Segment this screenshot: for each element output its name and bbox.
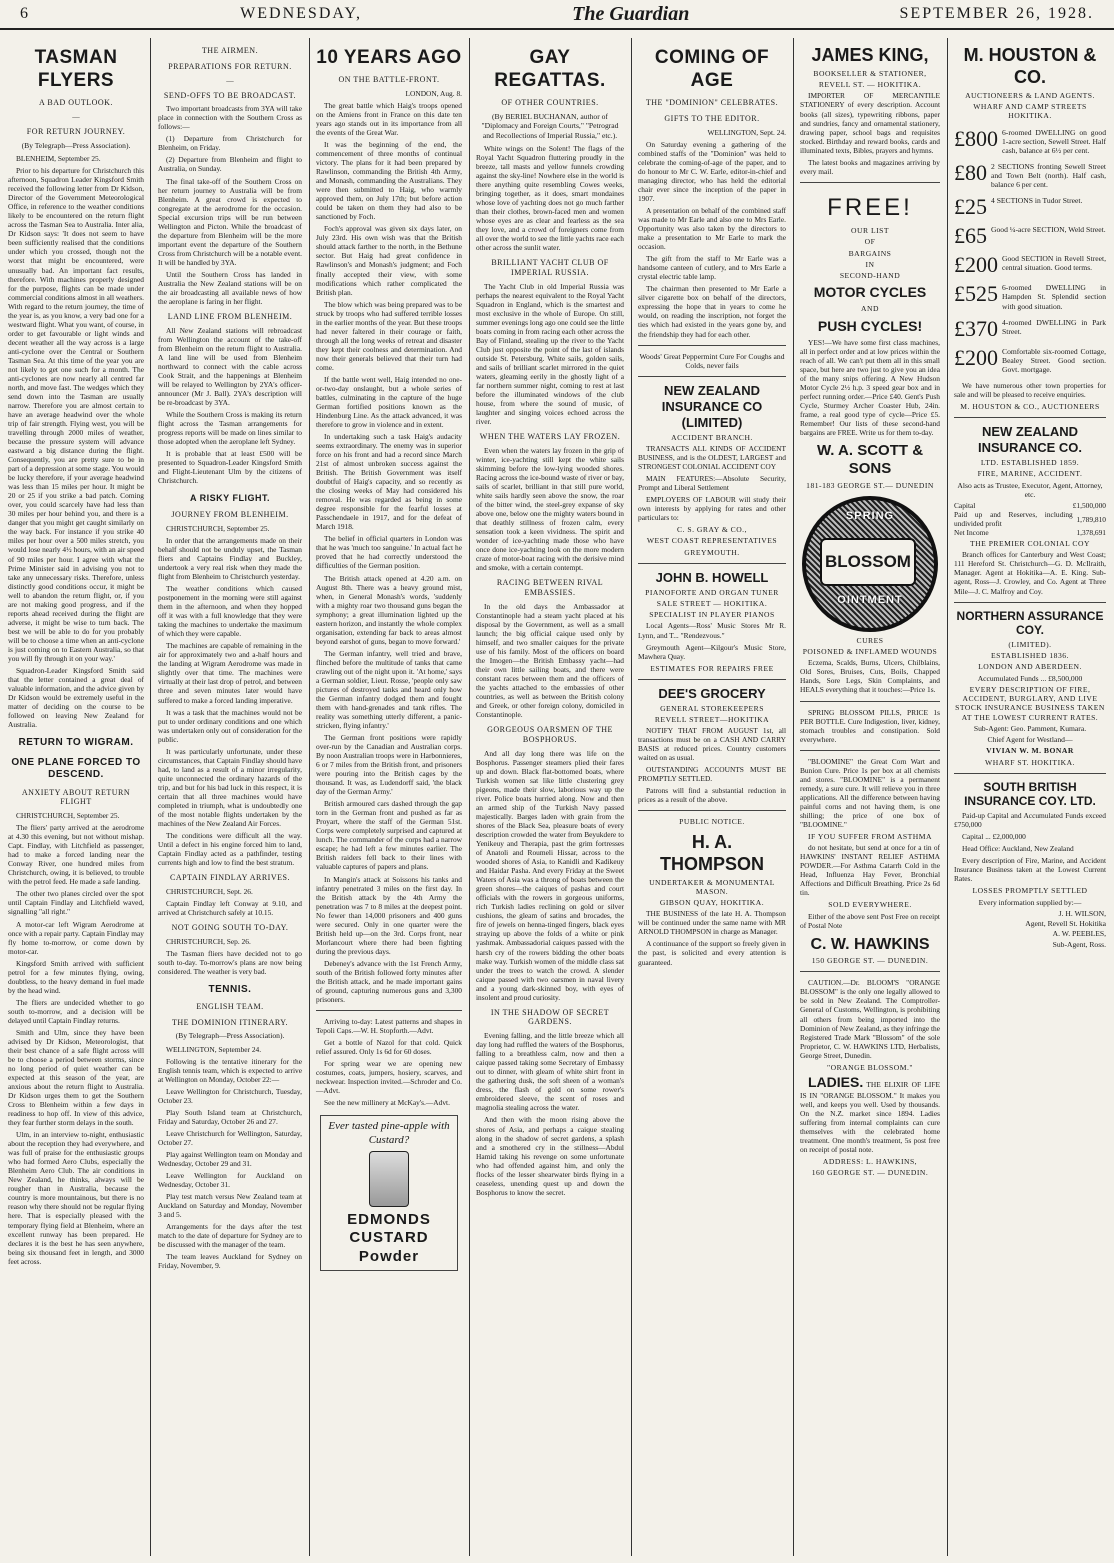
hawkins-address: 150 GEORGE ST. — DUNEDIN.: [811, 956, 929, 966]
sbi-subagent-address: Sub-Agent, Ross.: [1052, 939, 1106, 949]
motor-cycles-heading: MOTOR CYCLES: [813, 284, 927, 301]
fin-value: 1,378,691: [1076, 528, 1106, 538]
blossom-wounds: POISONED & INFLAMED WOUNDS: [802, 647, 938, 657]
scott-address: 181-183 GEORGE ST.— DUNEDIN: [806, 480, 934, 490]
divider: [638, 345, 786, 346]
king-trade: BOOKSELLER & STATIONER,: [813, 68, 927, 78]
listing-description: Comfortable six-roomed Cottage, Bealey Street. Good section. Govt. mortgage.: [1002, 346, 1106, 374]
paragraph: (2) Departure from Blenheim and flight to Australia, on Sunday.: [158, 155, 302, 174]
brief-advert: Arriving to-day: Latest patterns and shapes in Tepoli Caps.—W. H. Stopforth.—Advt.: [316, 1016, 462, 1035]
property-listing: [954, 225, 1106, 247]
public-notice-heading: PUBLIC NOTICE.: [679, 817, 745, 827]
property-listing: [954, 159, 1106, 190]
fin-value: 1,789,810: [1076, 514, 1106, 524]
article-title: 10 YEARS AGO: [316, 47, 462, 68]
table-row: [954, 528, 1106, 537]
listing-description: 4 SECTIONS in Tudor Street.: [991, 196, 1083, 206]
paragraph: Debeney's advance with the 1st French Army, south of the British followed forty minutes after the British attack, and he made important gains of ground, capturing numerous guns and 3,300 prisoners.: [316, 958, 462, 1004]
paragraph: The gift from the staff to Mr Earle was a handsome canteen of cutlery, and to Mrs Earle a crystal electric table lamp.: [638, 254, 786, 282]
column-airmen: THE AIRMEN. PREPARATIONS FOR RETURN. — SEND-OFFS TO BE BROADCAST. Two important broadcasts from 3YA will take place in connection with the Southern Cross as follows:— (1) Departure from Christchurch for Blenheim, on Friday. (2) Departure from Blenheim and flight to Australia, on Sunday. The final take-off of the Southern Cross on her return journey to Australia will be from Blenheim. A great crowd is expected to congregate at the aerodrome for the occasion. Special excursion trips will be run between Wellington and Picton. While the broadcast of the departure from Blenheim will be the more important event the departure of the Southern Cross from Christchurch will be a notable event. It will be handled by 3YA. Until the Southern Cross has landed in Australia the New Zealand stations will be on the air broadcasting all available news of how the aeroplane is faring in her flight. LAND LINE FROM BLENHEIM. All New Zealand stations will rebroadcast from Wellington the account of the take-off from Blenheim on the return flight to Australia. A land line will be used from Blenheim northward to connect with the cable across Cook Strait, and the happenings at Blenheim will be relayed to Wellington by 2YA's officer-announcer (Mr J. Ball). 2YA's description will be re-broadcast by 3YA. While the Southern Cross is making its return flight across the Tasman arrangements for progress reports will be made on lines similar to those adopted when the aeroplane left Sydney. It is probable that at least £500 will be presented to Squadron-Leader Kingsford Smith and Flight-Lieutenant Ulm by the citizens of Christchurch. A RISKY FLIGHT. JOURNEY FROM BLENHEIM. CHRISTCHURCH, September 25. In order that the arrangements made on their behalf should not be unduly upset, the Tasman fliers and Captains Findlay and Buckley, undertook a very real risk when they made the flight from Blenheim to Christchurch yesterday. The weather conditions which caused postponement in the morning were still against them in the afternoon, and when they hopped off it was with a full knowledge that they were taking the machines to undertake the maximum of which they were capable. The machines are capable of remaining in the air for approximately two and a-half hours and the landing at Wigram Aerodrome was made in slightly over that time. The machines were virtually at their last drop of petrol, and between three and seven minutes later would have suffered to make a forced landing imperative. It was a task that the machines would not be put to under ordinary conditions and one which was undertaken only out of consideration for the public. It was particularly unfortunate, under these circumstances, that Captain Findlay should have had, to land as a result of a minor irregularity, quite unconnected the ordinary hazards of the trip, and but for his bad luck in this respect, it is certain that all three machines would have completed in triumph, what is undoubtedly one of the most notable flights undertaken by the machines of the New Zealand Air Forces. The conditions were difficult all the way. Until a defect in his engine forced him to land, Captain Findlay acted as a pathfinder, testing currents high and low to find the best stratum. CAPTAIN FINDLAY ARRIVES. CHRISTCHURCH, Sept. 26. Captain Findlay left Conway at 9.10, and arrived at Christchurch safely at 10.15. NOT GOING SOUTH TO-DAY. CHRISTCHURCH, Sep. 26. The Tasman fliers have decided not to go south to-day. To-morrow's plans are now being considered. The weather is very bad. TENNIS. ENGLISH TEAM. THE DOMINION ITINERARY. (By Telegraph—Press Association). WELLINGTON, September 24. Following is the tentative itinerary for the English tennis team, which is expected to arrive at Wellington on Monday, October 22:— Leave Wellington for Christchurch, Tuesday, October 23. Play South Island team at Christchurch, Friday and Saturday, October 26 and 27. Leave Christchurch for Wellington, Saturday, October 27. Play against Wellington team on Monday and Wednesday, October 29 and 31. Leave Wellington for Auckland on Wednesday, October 31. Play test match versus New Zealand team at Auckland on Saturday and Monday, November 3 and 5. Arrangements for the days after the test match to the date of departure for Sydney are to be discussed with the manager of the team. The team leaves Auckland for Sydney on Friday, November, 9.: [158, 46, 302, 1271]
paragraph: Play against Wellington team on Monday and Wednesday, October 29 and 31.: [158, 1150, 302, 1169]
paragraph: (1) Departure from Christchurch for Blenheim, on Friday.: [158, 134, 302, 153]
section-subhead: WHEN THE WATERS LAY FROZEN.: [479, 432, 621, 442]
divider: [800, 701, 940, 702]
article-subhead: A BAD OUTLOOK.: [39, 98, 113, 108]
houston-address: WHARF AND CAMP STREETS HOKITIKA.: [973, 102, 1087, 121]
dateline: WELLINGTON, Sept. 24.: [707, 127, 786, 137]
paragraph: Ulm, in an interview to-night, enthusiastic about the reception they had everywhere, and was full of praise for the enthusiastic groups who had formed Aero Clubs, especially the Blenheim Aero Club. The air conditions in New Zealand, he thinks, always will be rougher than in Australia, because the country is more mountainous, but there is no reason why there should not be regular flying here. That is especially pleased with the temporary flying field at Blenheim, where an excellent runway has been prepared. He declares it is the best he has seen anywhere, being six thousand feet in length, and 3000 feet across.: [8, 1130, 144, 1266]
thompson-address: GIBSON QUAY, HOKITIKA.: [659, 898, 765, 908]
nzi-premier: THE PREMIER COLONIAL COY: [970, 539, 1090, 549]
king-text: IMPORTER OF MERCANTILE STATIONERY of every description. Account books (all sizes), typewriting ribbons, paper and sundries, fancy and ornamental stationery, drawing paper, school bags and requisites stocked. Birthday and reward books, cards and illuminated texts, Bibles, prayers and hymns.: [800, 91, 940, 155]
listing-description: Good ¼-acre SECTION, Weld Street.: [991, 225, 1106, 235]
article-subhead: FOR RETURN JOURNEY.: [26, 127, 126, 137]
push-cycles-heading: PUSH CYCLES!: [817, 317, 923, 334]
section-subhead: JOURNEY FROM BLENHEIM.: [171, 510, 289, 520]
section-subhead: PREPARATIONS FOR RETURN.: [168, 61, 292, 71]
paragraph: In Mangin's attack at Soissons his tanks and infantry penetrated 3 miles on the first day. In the British attack by the 4th Army the penetration was 7 to 8 miles at the deepest point. No fewer than 14,000 prisoners and 400 guns were secured. Only in one quarter were the British held up—on the 3rd. Corps front, near Morlancourt where there had been fighting during the previous days.: [316, 874, 462, 956]
article-subhead: OF OTHER COUNTRIES.: [501, 98, 599, 108]
howell-trade: PIANOFORTE AND ORGAN TUNER: [645, 587, 779, 597]
paragraph: In the old days the Ambassador at Constantinople had a steam yacht placed at his disposal by the Government, as well as a small launch; the big official caique used only by himself, and two smaller caiques for the private use of his family. Most of the officers on board the Imogen—the British Embassy yacht—had their own little sailing boats, and there were constant races between them and the officers of the yachts attached to the embassies of other countries, as well as between the British colony and Greek, or other foreign colony, domiciled in Constantinople.: [476, 601, 624, 720]
paragraph: In undertaking such a task Haig's audacity seems extraordinary. The enemy was in superior force on his front and had a record since March 21st of almost unbroken success against the British. The British Government was itself doubtful of Haig's capacity, and so recently as the closing weeks of May had considered his removal. He was regarded as being in some degree responsible for the fearful losses at Passchendaele in 1917, and for the defeat of March 1918.: [316, 432, 462, 532]
listing-price: £370: [954, 315, 998, 341]
nz-insurance-text: TRANSACTS ALL KINDS OF ACCIDENT BUSINESS, and is the OLDEST, LARGEST and STRONGEST COLONIAL ACCIDENT COY: [638, 443, 786, 471]
article-title: COMING OF AGE: [654, 47, 770, 92]
paragraph: The Tasman fliers have decided not to go south to-day. To-morrow's plans are now being considered. The weather is very bad.: [158, 948, 302, 976]
paragraph: Smith and Ulm, since they have been advised by Dr Kidson, Meteorologist, that their best chance of a safe flight across will be to choose a period between storms, since no long period of quiet weather can be expected at this season of the year, are anxious about the return flight to Australia. Dr Kidson urges them to get the Southern Cross to Blenheim within a few days in readiness to hop off. In view of this advice, they fear further storm delays in the south.: [8, 1027, 144, 1128]
houston-trade: AUCTIONEERS & LAND AGENTS.: [965, 90, 1095, 100]
free-line: SECOND-HAND: [839, 271, 901, 280]
section-subhead: LAND LINE FROM BLENHEIM.: [167, 311, 293, 321]
listing-price: £525: [954, 281, 998, 307]
fin-label: Capital: [954, 501, 976, 510]
paragraph: A motor-car left Wigram Aerodrome at once with a repair party. Captain Findlay may fly home to-morrow, or come down by motor-car.: [8, 919, 144, 956]
northern-wharf: WHARF ST. HOKITIKA.: [985, 757, 1075, 767]
paragraph: While the Southern Cross is making its return flight across the Tasman arrangements for progress reports will be made on lines similar to those adopted when the aeroplane left Sydney.: [158, 409, 302, 447]
paragraph: Leave Wellington for Auckland on Wednesday, October 31.: [158, 1171, 302, 1190]
listing-description: 6-roomed DWELLING in Hampden St. Splendid section with good situation.: [1002, 283, 1106, 311]
ladies-heading: LADIES.: [808, 1073, 864, 1090]
free-line: BARGAINS: [848, 248, 892, 258]
northern-chief: Chief Agent for Westland—: [987, 735, 1073, 745]
divider: [638, 376, 786, 377]
section-subhead: RACING BETWEEN RIVAL EMBASSIES.: [496, 578, 604, 598]
property-listing: [954, 196, 1106, 218]
scott-name: W. A. SCOTT & SONS: [816, 442, 924, 478]
thompson-notice: THE BUSINESS of the late H. A. Thompson will be continued under the same name with MR ARNOLD THOMPSON in charge as Manager.: [638, 909, 786, 937]
northern-every: EVERY DESCRIPTION OF FIRE, ACCIDENT, BURGLARY, AND LIVE STOCK INSURANCE BUSINESS TAKEN AT THE LOWEST CURRENT RATES.: [955, 684, 1105, 722]
paragraph: Leave Wellington for Christchurch, Tuesday, October 23.: [158, 1086, 302, 1105]
paragraph: Arrangements for the days after the test match to the date of departure for Sydney are to be discussed with the manager of the team.: [158, 1222, 302, 1250]
nz-insurance-town: GREYMOUTH.: [684, 547, 740, 557]
paragraph: All New Zealand stations will rebroadcast from Wellington the account of the take-off from Blenheim on the return flight to Australia. A land line will be used from Blenheim northward to connect with the cable across Cook Strait, and the happenings at Blenheim will be relayed to Wellington by 2YA's officer-announcer (Mr J. Ball). 2YA's description will be re-broadcast by 3YA.: [158, 325, 302, 407]
byline: (By Telegraph—Press Association).: [21, 140, 131, 150]
listing-description: Good SECTION in Revell Street, central situation. Good terms.: [1002, 254, 1106, 273]
section-subhead: ENGLISH TEAM.: [196, 1001, 264, 1011]
nz-insurance-name: NEW ZEALAND INSURANCE CO (LIMITED): [661, 383, 763, 430]
houston-signature: M. HOUSTON & CO., AUCTIONEERS: [960, 402, 1100, 412]
section-heading: A RISKY FLIGHT.: [189, 493, 270, 504]
paragraph: British armoured cars dashed through the gap torn in the German front and pushed as far as Proyart, where the staff of the German 51st. Corps were completely surprised and captured at lunch. The commander of the corps had a narrow escape; he had left a few minutes earlier. The British raiders fell back to their lines with valuable captures of papers and plans.: [316, 799, 462, 872]
section-subhead: IN THE SHADOW OF SECRET GARDENS.: [490, 1007, 610, 1027]
northern-subagent: Sub-Agent: Geo. Pamment, Kumara.: [973, 723, 1087, 733]
section-subhead: THE DOMINION ITINERARY.: [171, 1017, 288, 1027]
nzi-kinds: FIRE, MARINE, ACCIDENT.: [977, 469, 1083, 479]
sbi-agent: J. H. WILSON,: [1058, 908, 1106, 918]
paragraph: Play test match versus New Zealand team at Auckland on Saturday and Monday, November 3 and 5.: [158, 1192, 302, 1220]
blossom-cures: CURES: [856, 635, 884, 645]
listing-price: £65: [954, 223, 987, 249]
article-subhead: THE "DOMINION" CELEBRATES.: [645, 98, 779, 108]
paragraph: Squadron-Leader Kingsford Smith said that the letter contained a great deal of valuable information, and the advice given by Dr Kidson would be extremely useful in the matter of deciding on the course to be followed on leaving New Zealand for Australia.: [8, 665, 144, 730]
sbi-agent-address: Agent, Revell St. Hokitika: [1025, 919, 1106, 928]
howell-estimates: ESTIMATES FOR REPAIRS FREE: [650, 663, 774, 673]
brief-advert: Get a bottle of Nazol for that cold. Quick relief assured. Only 1s 6d for 60 doses.: [316, 1038, 462, 1057]
custard-tin-icon: [369, 1151, 409, 1207]
spring-blossom-seal: [802, 496, 938, 632]
listing-price: £25: [954, 194, 987, 220]
cycles-text: YES!—We have some first class machines, all in perfect order and at low prices within the reach of all. We can't put them all in this small space, but here are two just to give you an idea of the many snips offering. A New Hudson Motor Cycle 2½ h.p. 3 speed gear box and in perfect running order.—Price £40. Gent's Push Cycle, Sturmey Archer Coaster Hub, 24in. frame, a real good type of cycle—Price £5. Remember! Our lists of these second-hand bargains are FREE. Write us for them to-day.: [800, 337, 940, 437]
seal-center-text: BLOSSOM: [820, 538, 916, 586]
caution-notice: CAUTION.—Dr. BLOOM'S "ORANGE BLOSSOM" is the only one legally allowed to be sold in New Zealand. The Comptroller-General of Customs, Wellington, is prohibiting all others from being imported into the Dominion of New Zealand, as they infringe the Registered Trade Mark "Blossom" of the sole Proprietor, C. W. HAWKINS LTD, Herbalists, George Street, Dunedin.: [800, 978, 940, 1060]
section-heading: RETURN TO WIGRAM.: [18, 737, 134, 749]
page-number: 6: [20, 5, 30, 22]
dees-grocery-notice: NOTIFY THAT FROM AUGUST 1st, all transactions must be on a CASH AND CARRY BASIS at reduced prices. Country customers waited on as usual.: [638, 726, 786, 763]
dees-grocery-accounts: OUTSTANDING ACCOUNTS MUST BE PROMPTLY SETTLED.: [638, 765, 786, 784]
paragraph: Foch's approval was given six days later, on July 23rd. His own wish was that the British should attack farther to the north, in the Bethune sector. But Haig had great confidence in Rawlinson's and Monash's judgment; and Foch finally accepted their view, with some modifications which rather complicated the British plan.: [316, 224, 462, 297]
column-ads-houston-insurance: [948, 40, 1112, 1555]
houston-name: M. HOUSTON & CO.: [963, 45, 1097, 87]
dateline: CHRISTCHURCH, Sept. 26.: [166, 886, 253, 896]
paragraph: The German infantry, well tried and brave, flinched before the multitude of tanks that came crawling out of the night upon it. 'At home,' says a German soldier, Lieut. Rosse, 'people only saw pictures of destroyed tanks and heard only how the German infantry dodged them and fought them with hand-grenades and tank rifles. The reality was something utterly different, a panic-stricken, flying infantry.': [316, 648, 462, 731]
article-title: TASMAN FLYERS: [34, 47, 118, 92]
king-text: The latest books and magazines arriving by every mail.: [800, 157, 940, 176]
thompson-trade: UNDERTAKER & MONUMENTAL MASON.: [649, 877, 775, 896]
sbi-name: SOUTH BRITISH INSURANCE COY. LTD.: [964, 779, 1096, 809]
thompson-notice: A continuance of the support so freely given in the past, is solicited and every attention is guaranteed.: [638, 939, 786, 967]
paragraph: The other two planes circled over the spot until Captain Findlay and Litchfield waved, signalling "all right.": [8, 889, 144, 917]
table-row: [954, 510, 1106, 528]
paragraph: Prior to his departure for Christchurch this afternoon, Squadron Leader Kingsford Smith received the following letter from Dr Kidson, Director of the Government Meteorological Office, in reference to the weather conditions likely to be encountered on the return flight across the Tasman Sea to Australia. Inter alia, Dr Kidson says: 'It does not seem to have been sufficiently realised that the conditions under which you crossed, though not the worst that might be encountered, were unusually bad. An important fact results, therefore. With machines properly designed for the purpose, flights can be made under commercial conditions almost in all weathers. With regard to the return journey, the time of the year is, as you know, a very bad one for a westward flight. What you want, of course, in order to get favourable or light winds and decent weather all the way across is a large anti-cyclone over the Central or Southern Tasman Sea. At this time of the year you are not likely to get one such for a month. The anti-cyclones are now nearly all centred far north, and move fast. The wedges which they send down into the Tasman are usually narrow. Therefore you are almost certain to have an average headwind over the whole trip of fair strength. Flying west, you will be travelling through 2000 miles of weather, because the pressure system will advance eastward a big distance during the flight. Consequently, you are pretty sure to be in part of a depression at some stage. You would be lucky therefore, if your average headwind was less than 15 miles per hour. It might be 20 or 25 if you strike a bad patch. Coming over, you could scarcely have had less than 30 miles per hour behind you, and there is a danger that you might get caught similarly on the way back. For instance if you strike 40 miles per hour over a 500 miles stretch, you would lose nearly 4½ hours, with an air speed of 90 miles per hour. I agree with what the Prime Minister said in advising you not to take any unnecessary risks. Therefore, unless distinctly good conditions occur, it might be well to abandon the return flight, or, if you are not making good progress, and if the reports ahead received during the flight are adverse, it might be wise to turn back. The best we will be able to do for you probably will be to choose a time when an anti-cyclone is just coming on to Eastern Australia, so that you will fly through it on your way.': [8, 166, 144, 663]
paragraph: Evening falling, and the little breeze which all day long had ruffled the waters of the Bosphorus, falling to a breathless calm, now and then a caique passed taking some Secretary of Embassy out to dinner, with gleam of white shirt front in the gathering dusk, the soft sheen of a woman's dress, the flash of gold on some rower's embroidered sleeve, the scent of roses and magnolia stealing across the water.: [476, 1031, 624, 1113]
column-ads-king-scott-hawkins: [794, 40, 946, 1555]
property-listing: [954, 315, 1106, 341]
ladies-advert: [800, 1074, 940, 1154]
nz-insurance-dept: ACCIDENT BRANCH.: [671, 432, 753, 442]
property-listing: [954, 125, 1106, 155]
sold-everywhere: SOLD EVERYWHERE.: [828, 900, 912, 910]
divider: [954, 773, 1106, 774]
listing-description: 2 SECTIONS fronting Sewell Street and Town Belt (north). Half cash, balance 6 per cent.: [991, 161, 1106, 190]
paragraph: The final take-off of the Southern Cross on her return journey to Australia will be from Blenheim. A great crowd is expected to congregate at the aerodrome for the occasion. Special excursion trips will be run between Wellington and Picton. While the broadcast of the departure from Blenheim will be the more important event the departure of the Southern Cross from Christchurch will be a notable event. It will be handled by 3YA.: [158, 176, 302, 267]
paragraph: The machines are capable of remaining in the air for approximately two and a-half hours and the landing at Wigram Aerodrome was made in slightly over that time. The machines were virtually at their last drop of petrol, and between three and seven minutes later would have suffered to make a forced landing imperative.: [158, 641, 302, 705]
divider: [800, 971, 940, 972]
nzi-established: LTD. ESTABLISHED 1859.: [980, 458, 1080, 467]
article-subhead: GIFTS TO THE EDITOR.: [664, 114, 760, 124]
sold-text: Either of the above sent Post Free on receipt of Postal Note: [800, 911, 940, 930]
paragraph: White wings on the Solent! The flags of the Royal Yacht Squadron fluttering proudly in the breeze, tall masts and yellow funnels crowding against the sky-line! Nowhere else in the world is there anything quite resembling Cowes weeks, bringing together, as it does, smart mondaines whose love of yachting does not go much farther than their clothes, brown-faced men and women whose eyes are as clear and fearless as the sea they love, and a crowd of foreigners come from all over the world to see the little yachts race each other across the sunlit water.: [476, 143, 624, 253]
woods-advert: Woods' Great Peppermint Cure For Coughs and Colds, never fails: [639, 351, 785, 370]
paragraph: Even when the waters lay frozen in the grip of winter, ice-yachting still kept the white sails skimming before the low-lying wooded shores. Racing across the ice-bound waste of river or bay, sails of scarlet, brilliant in that still pure world, white sails hardly seen above the snow, the roar of the bitter wind, the steel-grey expanse of sky above one, below one the mighty waters bound in that deathly stillness of frozen calm, every sensation took a keen vividness. The spirit and wonder of ice-yachting made those who have once done ice-yachting look on the more modern craze of motor-boat racing with the derisive mind and smoke, with a certain contempt.: [476, 445, 624, 573]
dateline: LONDON, Aug. 8.: [405, 88, 462, 98]
divider: [316, 1010, 462, 1011]
paragraph: On Saturday evening a gathering of the combined staffs of the "Dominion" was held to celebrate the coming-of-age of the paper, and to do honour to Mr C. W. Earle, editor-in-chief and managing director, who has held the editorial chair ever since the inception of the paper in 1907.: [638, 139, 786, 204]
divider: [954, 417, 1106, 418]
paragraph: The team leaves Auckland for Sydney on Friday, November, 9.: [158, 1252, 302, 1271]
paragraph: It is probable that at least £500 will be presented to Squadron-Leader Kingsford Smith and Flight-Lieutenant Ulm by the citizens of Christchurch.: [158, 449, 302, 486]
seal-bottom-text: OINTMENT: [837, 593, 903, 606]
column-ten-years-ago: [310, 40, 468, 1555]
howell-address: SALE STREET — HOKITIKA.: [656, 598, 768, 608]
paragraph: Leave Christchurch for Wellington, Saturday, October 27.: [158, 1128, 302, 1147]
section-heading: TENNIS.: [208, 983, 252, 995]
paragraph: The belief in official quarters in London was that he was 'much too sanguine.' In actual fact he proved that he had correctly understood the difficulties of the German position.: [316, 534, 462, 571]
nzi-branch: Branch offices for Canterbury and West Coast; 111 Hereford St. Christchurch—G. D. McIlraith, Manager. Agent at Hokitika—A. E. King. Sub-agent, Ross—J. Crowley, and Co. Agent at Three Mile—J. C. Malfroy and Coy.: [954, 550, 1106, 596]
nz-insurance-agent-role: WEST COAST REPRESENTATIVES: [646, 536, 778, 546]
byline: (By BERIEL BUCHANAN, author of "Diplomacy and Foreign Courts," "Petrograd and Recollections of Imperial Russia," etc.).: [481, 112, 619, 140]
sbi-losses: LOSSES PROMPTLY SETTLED: [972, 886, 1088, 896]
section-subhead: GORGEOUS OARSMEN OF THE BOSPHORUS.: [487, 725, 613, 745]
listing-price: £200: [954, 344, 998, 370]
dees-grocery-trade: GENERAL STOREKEEPERS: [660, 703, 764, 713]
paragraph: If the battle went well, Haig intended no one-or-two-day onslaught, but a whole series of battles, culminating in the capture of the huge German fortified positions known as the Hindenburg Line. As the attack advanced, it was therefore to grow in violence and in extent.: [316, 374, 462, 430]
listing-price: £200: [954, 252, 998, 278]
hawkins-name: C. W. HAWKINS: [810, 935, 930, 953]
houston-text: We have numerous other town properties for sale and will be pleased to receive enquiries.: [954, 380, 1106, 399]
table-row: [954, 501, 1106, 510]
section-subhead: SEND-OFFS TO BE BROADCAST.: [163, 90, 297, 100]
paragraph: The fliers' party arrived at the aerodrome at 4.30 this evening, but not without mishap. Capt. Findlay, with Litchfield as passenger, had to make a forced landing near the Conway River, one hundred miles from Christchurch, owing, it is believed, to trouble with the petrol feed. He made a safe landing.: [8, 823, 144, 887]
issue-date: SEPTEMBER 26, 1928.: [899, 5, 1094, 22]
edmonds-custard-advert: [320, 1115, 458, 1271]
paragraph: The chairman then presented to Mr Earle a silver cigarette box on behalf of the directors, expressing the hope that in years to come he would, on reading the inscription, not forget the ties which had existed in the years gone by, and the friendship they had for each other.: [638, 284, 786, 339]
paragraph: Following is the tentative itinerary for the English tennis team, which is expected to arrive at Wellington on Monday, October 22:—: [158, 1056, 302, 1084]
masthead: [0, 0, 1114, 30]
paragraph: It was a task that the machines would not be put to under ordinary conditions and one which was undertaken only out of consideration for the public.: [158, 707, 302, 744]
northern-name: NORTHERN ASSURANCE COY.: [956, 608, 1104, 638]
orange-blossom: "ORANGE BLOSSOM.": [826, 1062, 913, 1072]
free-line: OF: [864, 237, 876, 247]
paragraph: Kingsford Smith arrived with sufficient petrol for a few minutes flying, owing, doubtless, to the heavy demand in fuel made by the head wind.: [8, 958, 144, 995]
blossom-text: Eczema, Scalds, Burns, Ulcers, Chilblains, Old Sores, Bruises, Cuts, Boils, Chapped Hands, Sore Legs, Skin Complaints, and HEALS everything that it touches:—Price 1s.: [800, 658, 940, 695]
paper-title: The Guardian: [572, 2, 690, 25]
advert-brand: EDMONDS CUSTARD Powder: [347, 1211, 431, 1265]
thompson-name: H. A. THOMPSON: [659, 831, 764, 874]
divider: [800, 750, 940, 751]
northern-city: LONDON AND ABERDEEN.: [978, 662, 1082, 672]
fin-label: Paid up and Reserves, including undivided profit: [954, 510, 1073, 529]
sbi-every: Every description of Fire, Marine, and Accident Insurance Business taken at the Lowest Current Rates.: [954, 856, 1106, 884]
listing-description: 4-roomed DWELLING in Park Street.: [1002, 317, 1106, 336]
sbi-capital: Capital ... £2,000,000: [962, 832, 1026, 842]
paragraph: The blow which was being prepared was to be struck by troops who had suffered terrible losses in the earlier months of the year. But these troops had never faltered in their courage or faith, through all the long weeks of retreat and disaster they kept their coolness and determination. And now their generals believed that their turn had come.: [316, 299, 462, 372]
king-address: REVELL ST. — HOKITIKA.: [818, 80, 922, 90]
dees-grocery-patrons: Patrons will find a substantial reduction in prices as a result of the above.: [638, 786, 786, 805]
howell-local-agents: Local Agents—Ross' Music Stores Mr R. Lynn, and T... "Rendezvous.": [638, 621, 786, 640]
divider: [638, 810, 786, 811]
column-tasman-flyers: TASMAN FLYERS A BAD OUTLOOK. — FOR RETURN JOURNEY. (By Telegraph—Press Association). BLENHEIM, September 25. Prior to his departure for Christchurch this afternoon, Squadron Leader Kingsford Smith received the following letter from Dr Kidson, Director of the Government Meteorological Office, in reference to the weather conditions likely to be encountered on the return flight across the Tasman Sea to Australia. Inter alia, Dr Kidson says: 'It does not seem to have been sufficiently realised that the conditions under which you crossed, though not the worst that might be encountered, were unusually bad. An important fact results, therefore. With machines properly designed for the purpose, flights can be made under commercial conditions almost in all weathers. With regard to the return journey, the time of the year is, as you know, a very bad one for a westward flight. What you want, of course, in order to get favourable or light winds and decent weather all the way across is a large anti-cyclone over the Central or Southern Tasman Sea. At this time of the year you are not likely to get one such for a month. The anti-cyclones are now nearly all centred far north, and move fast. The wedges which they send down into the Tasman are usually narrow. Therefore you are almost certain to have an average headwind over the whole trip of fair strength. Flying west, you will be travelling through 2000 miles of weather, because the pressure system will advance eastward a big distance during the flight. Consequently, you are pretty sure to be in part of a depression at some stage. You would be lucky therefore, if your average headwind was less than 15 miles per hour. It might be 20 or 25 if you strike a bad patch. Coming over, you could scarcely have had less than 30 miles per hour behind you, and there is a danger that you might get caught similarly on the way back. For instance if you strike 40 miles per hour over a 500 miles stretch, you would lose nearly 4½ hours, with an air speed of 90 miles per hour. I agree with what the Prime Minister said in advising you not to take any unnecessary risks. Therefore, unless distinctly good conditions occur, it might be well to abandon the return flight, or, if you are not making good progress, and if the reports ahead received during the flight are adverse, it might be wise to turn back. The best we will be able to do for you probably will be to choose a time when an anti-cyclone is just coming on to Eastern Australia, so that you will fly through it on your way.' Squadron-Leader Kingsford Smith said that the letter contained a great deal of valuable information, and the advice given by Dr Kidson would be extremely useful in the matter of deciding on the course to be followed on leaving New Zealand for Australia. RETURN TO WIGRAM. ONE PLANE FORCED TO DESCEND. ANXIETY ABOUT RETURN FLIGHT CHRISTCHURCH, September 25. The fliers' party arrived at the aerodrome at 4.30 this evening, but not without mishap. Capt. Findlay, with Litchfield as passenger, had to make a forced landing near the Conway River, one hundred miles from Christchurch, owing, it is believed, to trouble with the petrol feed. He made a safe landing. The other two planes circled over the spot until Captain Findlay and Litchfield waved, signalling "all right." A motor-car left Wigram Aerodrome at once with a repair party. Captain Findlay may fly home to-morrow, or come down by motor-car. Kingsford Smith arrived with sufficient petrol for a few minutes flying, owing, doubtless, to the heavy demand in fuel made by the head wind. The fliers are undecided whether to go south to-morrow, and a decision will be delayed until Captain Findlay returns. Smith and Ulm, since they have been advised by Dr Kidson, Meteorologist, that their best chance of a safe flight across will be to choose a period between storms, since no long period of quiet weather can be expected at this season of the year, are anxious about the return flight to Australia. Dr Kidson urges them to get the Southern Cross to Blenheim within a few days in readiness to hop off. In view of this advice, they fear further storm delays in the south. Ulm, in an interview to-night, enthusiastic about the reception they had everywhere, and was full of praise for the enthusiastic groups who had formed Aero Clubs, especially the Blenheim Aero Club. The air conditions in New Zealand, he thinks, always will be rougher than in Australia, because the country is more mountainous, but there is no reason why there should not be regular flying here. That is especially pleased with the temporary flying field at Blenheim, where an excellent runway has been prepared. He declares it is the best he has seen anywhere, being six thousand feet in length, and 3000 feet across.: [8, 47, 144, 1266]
dees-grocery-name: DEE'S GROCERY: [658, 685, 766, 701]
paragraph: Until the Southern Cross has landed in Australia the New Zealand stations will be on the air broadcasting all available news of how the aeroplane is faring in her flight.: [158, 269, 302, 306]
property-listings: [954, 125, 1106, 374]
northern-established: ESTABLISHED 1836.: [991, 651, 1069, 661]
column-gay-regattas: [470, 40, 630, 1555]
property-listing: [954, 254, 1106, 276]
northern-limited: (LIMITED).: [1008, 639, 1052, 649]
listing-price: £80: [954, 159, 987, 185]
dateline: CHRISTCHURCH, Sep. 26.: [166, 936, 251, 946]
article-title: GAY REGATTAS.: [494, 47, 606, 92]
advert-slogan: Ever tasted pine-apple with Custard?: [328, 1120, 450, 1146]
free-line: IN: [865, 259, 875, 269]
paragraph: Play South Island team at Christchurch, Friday and Saturday, October 26 and 27.: [158, 1107, 302, 1126]
paragraph: The German front positions were rapidly over-run by the Canadian and Australian corps. By noon Australian troops were in Harbonnieres, 6 or 7 miles from the British front, and prisoners were pouring into the British cages by the thousand. It was, as Ludendorff said, 'the black day of the German Army.': [316, 733, 462, 797]
column-coming-of-age: [632, 40, 792, 1555]
brief-advert: For spring wear we are opening new costumes, coats, jumpers, hosiery, scarves, and neckwear. Inspection invited.—Schroder and Co.—Advt.: [316, 1059, 462, 1096]
paragraph: The fliers are undecided whether to go south to-morrow, and a decision will be delayed until Captain Findlay returns.: [8, 997, 144, 1025]
paragraph: The great battle which Haig's troops opened on the Amiens front in France on this date ten years ago stands out in its importance from all the events of the Great War.: [316, 100, 462, 138]
free-line: OUR LIST: [851, 226, 889, 235]
paragraph: It was the beginning of the end, the commencement of three months of continual victory. The plans for it had been prepared by Rawlinson, commanding the British 4th Army, and Monash, commanding the Australians. They were then submitted to Haig, who warmly approved them, on July 17th; but before action could be taken on them they had also to be sanctioned by Foch.: [316, 140, 462, 222]
sbi-head-office: Head Office: Auckland, New Zealand: [962, 844, 1074, 854]
fin-value: £1,500,000: [1072, 501, 1106, 510]
section-subhead: BRILLIANT YACHT CLUB OF IMPERIAL RUSSIA.: [491, 258, 609, 277]
northern-bonar: VIVIAN W. M. BONAR: [986, 746, 1074, 756]
howell-greymouth-agent: Greymouth Agent—Kilgour's Music Store, Mawhera Quay.: [638, 642, 786, 661]
bloomine-advert: "BLOOMINE" the Great Corn Wart and Bunion Cure. Price 1s per box at all chemists and stores. "BLOOMINE" is a permanent remedy, a sure cure. It will relieve you in three applications. All the difference between having painful corns and not having them, is one shilling; the price of one box of "BLOOMINE.": [800, 756, 940, 829]
section-subhead: NOT GOING SOUTH TO-DAY.: [171, 922, 289, 932]
dateline: CHRISTCHURCH, September 25.: [166, 523, 270, 533]
nzi-financials: [954, 501, 1106, 537]
paragraph: It was particularly unfortunate, under these circumstances, that Captain Findlay should have had, to land as a result of a minor irregularity, quite unconnected the ordinary hazards of the trip, and but for his bad luck in this respect, it is certain that all three machines would have completed in triumph, what is undoubtedly one of the most notable flights undertaken by the machines of the New Zealand Air Forces.: [158, 746, 302, 828]
paragraph: The weather conditions which caused postponement in the morning were still against them in the afternoon, and when they hopped off it was with a full knowledge that they were taking the machines to undertake the maximum of which they were capable.: [158, 584, 302, 639]
divider: [638, 679, 786, 680]
nz-insurance-features: MAIN FEATURES:—Absolute Security, Prompt and Liberal Settlement: [638, 473, 786, 492]
paragraph: Two important broadcasts from 3YA will take place in connection with the Southern Cross as follows:—: [158, 104, 302, 132]
section-subhead: CAPTAIN FINDLAY ARRIVES.: [170, 873, 290, 883]
howell-specialty: SPECIALIST IN PLAYER PIANOS: [649, 610, 775, 620]
nzi-name: NEW ZEALAND INSURANCE CO.: [977, 424, 1082, 456]
howell-name: JOHN B. HOWELL: [655, 569, 769, 585]
divider: [800, 182, 940, 183]
divider: [638, 563, 786, 564]
byline: (By Telegraph—Press Association).: [175, 1031, 285, 1041]
paragraph: Captain Findlay left Conway at 9.10, and arrived at Christchurch safely at 10.15.: [158, 898, 302, 917]
listing-description: 6-roomed DWELLING on good 1-acre section, Sewell Street. Half cash, balance at 6½ per cent.: [1002, 127, 1106, 155]
paragraph: And all day long there was life on the Bosphorus. Passenger steamers plied their fares up and down. Black flat-bottomed boats, where Turkish women sat like little clustering grey pigeons, made their slow, laborious way up the river. Police boats hurried along. Now and then an armed ship of the Turkish Navy passed majestically. Barges laden with grain from the shores of the Black Sea, pleasure boats of every description crowded the water from Beyukdere to Yenikeuy and Therapia, past the grim fortresses of Anatoli and Roumeli Hissar, across to the wooded shores of Asia, to Kanidli and Kadikeuy and Haidar Pasha. And every Friday at the Sweet Waters of Asia was a throng of boats between the green shores—the caiques of pashas and court officials with the rowers in gorgeous uniforms, rich Turkish ladies reclining on gold or silver cushions, the gleam of satins and brocades, the fire of jewels on henna-tinged fingers, black eyes straying up above the folds of a white or pink yashmak. Ambassadorial caiques passed with the harsh cry of the rowers bidding the other boats make way. Turkish women of the middle class sat under the trees to watch the crowd. A slender caique passed with two oarsmen in naval livery and a young dark-skinned boy, with eyes of insolent and proud curiosity.: [476, 748, 624, 1002]
ladies-text: THE ELIXIR OF LIFE IS IN "ORANGE BLOSSOM." It makes you well, and keeps you well. Used by thousands. On the N.Z. market since 1894. Ladies suffering from internal complaints can cure themselves with the celebrated home treatment. One month's treatment, 5s post free on receipt of postal note.: [800, 1079, 940, 1155]
fin-label: Net Income: [954, 528, 989, 538]
section-subhead: ANXIETY ABOUT RETURN FLIGHT: [21, 787, 131, 807]
dateline: BLENHEIM, September 25.: [16, 154, 101, 164]
issue-day: WEDNESDAY,: [240, 5, 362, 22]
paragraph: A presentation on behalf of the combined staff was made to Mr Earle and also one to Mrs Earle. Opportunity was also taken by the directors to make a presentation to Mr Earle to mark the occasion.: [638, 206, 786, 252]
dateline: WELLINGTON, September 24.: [166, 1044, 262, 1054]
king-name: JAMES KING,: [811, 45, 929, 65]
asthma-heading: IF YOU SUFFER FROM ASTHMA: [807, 831, 933, 841]
divider: [954, 602, 1106, 603]
sbi-info: Every information supplied by:—: [978, 897, 1082, 907]
paragraph: The conditions were difficult all the way. Until a defect in his engine forced him to land, Captain Findlay acted as a pathfinder, testing currents high and low to find the best stratum.: [158, 830, 302, 868]
section-heading: THE AIRMEN.: [201, 46, 259, 55]
article-subhead: ON THE BATTLE-FRONT.: [338, 75, 440, 85]
address-value: 160 GEORGE ST. — DUNEDIN.: [811, 1168, 929, 1178]
address-label: ADDRESS: L. HAWKINS,: [822, 1157, 918, 1167]
asthma-text: do not hesitate, but send at once for a tin of HAWKINS' INSTANT RELIEF ASTHMA POWDER.—For Asthma Catarrh Cold in the Head, Influenza Hay Fever, Bronchial Affections and Difficult Breathing. Price 2s 6d tin.: [800, 843, 940, 898]
free-heading: FREE!: [827, 193, 913, 221]
paragraph: In order that the arrangements made on their behalf should not be unduly upset, the Tasman fliers and Captains Findlay and Buckley, undertook a very real risk when they made the flight from Blenheim to Christchurch yesterday.: [158, 535, 302, 582]
section-heading: ONE PLANE FORCED TO DESCEND.: [11, 757, 141, 781]
motor-cycles-and: AND: [861, 304, 879, 314]
nzi-trustee: Also acts as Trustee, Executor, Agent, Attorney, etc.: [957, 480, 1103, 499]
brief-advert: See the new millinery at McKay's.—Advt.: [324, 1098, 450, 1108]
property-listing: [954, 283, 1106, 310]
paragraph: And then with the moon rising above the shores of Asia, and perhaps a caique stealing along in the shadow of secret gardens, a splash and a smothered cry in the stillness—Abdul Hamid taking his revenge on some unfortunate who had offended against him, and only the flocks of the lesser shearwater birds flying in a ceaseless, unending quest up and down the Bosphorus to know the secret.: [476, 1115, 624, 1197]
nz-insurance-employers: EMPLOYERS OF LABOUR will study their own interests by applying for rates and other particulars to:: [638, 495, 786, 523]
paragraph: The Yacht Club in old Imperial Russia was perhaps the nearest equivalent to the Royal Yacht Squadron in England, which is the smartest and most exclusive in the whole of Europe. On still, summer evenings long ago one could see the little boats coming in from racing each other across the Bay of Finland, stealing up the river to the Yacht Club just opposite the point of the last of islands outside St. Petersburg. White sails, golden sails, and sails of brilliant scarlet mirrored in the quiet waters, gleaming eerily in the ghostly light of a far northern summer night, coming to rest at last before the illuminated windows of the club house, from where the sound of music, of laughter and singing voices echoed across the river.: [476, 281, 624, 427]
northern-funds: Accumulated Funds ... £8,500,000: [977, 673, 1083, 683]
column-rule: [150, 38, 151, 1556]
property-listing: [954, 344, 1106, 374]
sbi-paid: Paid-up Capital and Accumulated Funds exceed £750,000: [954, 811, 1106, 830]
sbi-subagent: A. W. PEEBLES,: [1052, 929, 1106, 939]
dateline: CHRISTCHURCH, September 25.: [16, 811, 120, 821]
listing-price: £800: [954, 125, 998, 151]
dees-grocery-address: REVELL STREET—HOKITIKA: [654, 714, 770, 724]
nz-insurance-agent: C. S. GRAY & CO.,: [677, 525, 747, 535]
seal-top-text: SPRING: [845, 509, 895, 522]
blossom-pills: SPRING BLOSSOM PILLS, PRICE 1s PER BOTTLE. Cure Indigestion, liver, kidney, stomach troubles and constipation. Sold everywhere.: [800, 707, 940, 744]
paragraph: The British attack opened at 4.20 a.m. on August 8th. There was a heavy ground mist, when, in General Monash's words, 'suddenly with a mighty roar two thousand guns began the symphony; a great illumination lighted up the eastern horizon, and instantly the whole complex organisation, extending far back to areas almost beyond earshot of guns, began to move forward.': [316, 573, 462, 646]
